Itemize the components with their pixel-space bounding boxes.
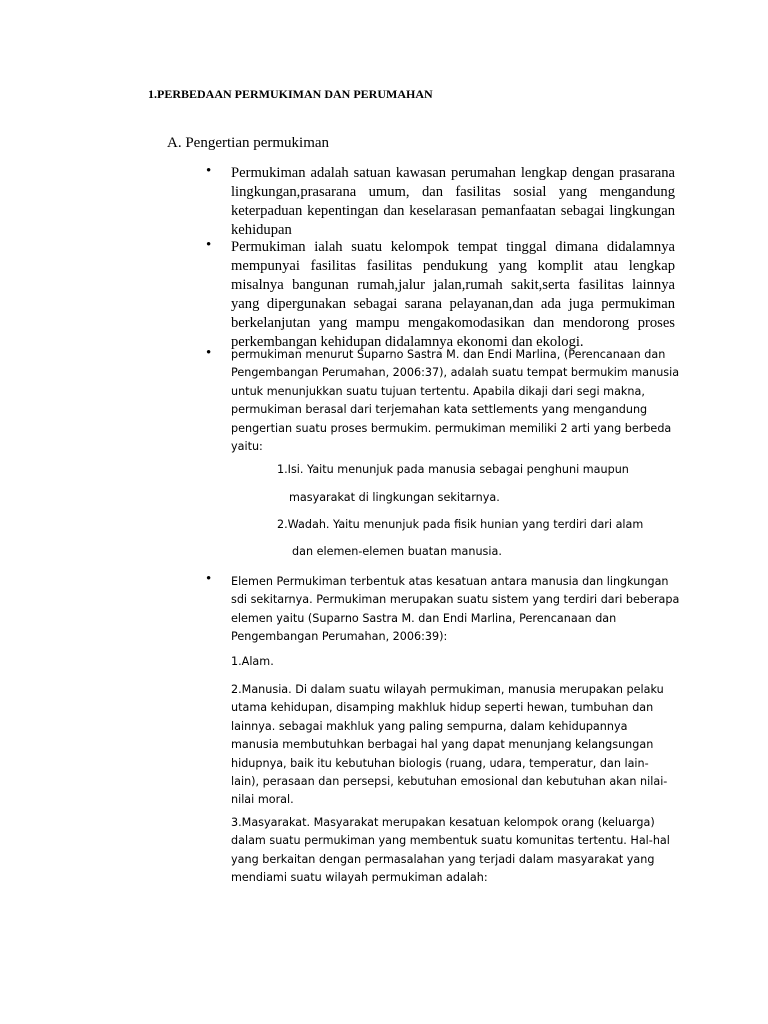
elemen-manusia: 2.Manusia. Di dalam suatu wilayah permukiman, manusia merupakan pelaku utama kehidupan, disamping makhluk hidup seperti hewan, tumbuhan dan lainnya. sebagai makhluk yang paling sempurna, dalam kehidupannya manusia membutuhkan berbagai hal yang dapat menunjang kelangsungan hidupnya, baik itu kebutuhan biologis (ruang, udara, temperatur, dan lain-lain), perasaan dan persepsi, kebutuhan emosional dan kebutuhan akan nilai-nilai moral. xyxy=(231,683,668,807)
arti-isi: 1.Isi. Yaitu menunjuk pada manusia sebagai penghuni maupun xyxy=(277,463,629,476)
bullet-paragraph-2: Permukiman ialah suatu kelompok tempat tinggal dimana didalamnya mempunyai fasilitas fasilitas pendukung yang komplit atau lengkap misalnya bangunan rumah,jalur jalan,rumah sakit,serta fasilitas lainnya yang dipergunakan sebagai sarana pelayanan,dan ada juga permukiman berkelanjutan yang mampu mengakomodasikan dan mendorong proses perkembangan kehidupan didalamnya ekonomi dan ekologi. xyxy=(231,239,675,350)
bullet-marker: • xyxy=(206,571,212,587)
arti-wadah-continued: dan elemen-elemen buatan manusia. xyxy=(292,545,502,558)
bullet-marker: • xyxy=(206,237,212,253)
section-heading-a: A. Pengertian permukiman xyxy=(167,135,330,151)
arti-isi-continued: masyarakat di lingkungan sekitarnya. xyxy=(289,491,500,504)
document-title: 1.PERBEDAAN PERMUKIMAN DAN PERUMAHAN xyxy=(148,87,433,101)
elemen-masyarakat: 3.Masyarakat. Masyarakat merupakan kesatuan kelompok orang (keluarga) dalam suatu permukiman yang membentuk suatu komunitas tertentu. Hal-hal yang berkaitan dengan permasalahan yang terjadi dalam masyarakat yang mendiami suatu wilayah permukiman adalah: xyxy=(231,816,670,885)
bullet-marker: • xyxy=(206,345,212,361)
bullet-paragraph-3: permukiman menurut Suparno Sastra M. dan Endi Marlina, (Perencanaan dan Pengembangan Perumahan, 2006:37), adalah suatu tempat bermukim manusia untuk menunjukkan suatu tujuan tertentu. Apabila dikaji dari segi makna, permukiman berasal dari terjemahan kata settlements yang mengandung pengertian suatu proses bermukim. permukiman memiliki 2 arti yang berbeda yaitu: xyxy=(231,348,680,454)
bullet-paragraph-4: Elemen Permukiman terbentuk atas kesatuan antara manusia dan lingkungan sdi sekitarnya. Permukiman merupakan suatu sistem yang terdiri dari beberapa elemen yaitu (Suparno Sastra M. dan Endi Marlina, Perencanaan dan Pengembangan Perumahan, 2006:39): xyxy=(231,575,680,644)
bullet-marker: • xyxy=(206,163,212,179)
elemen-alam: 1.Alam. xyxy=(231,655,274,668)
arti-wadah: 2.Wadah. Yaitu menunjuk pada fisik hunian yang terdiri dari alam xyxy=(277,518,644,531)
bullet-paragraph-1: Permukiman adalah satuan kawasan perumahan lengkap dengan prasarana lingkungan,prasarana umum, dan fasilitas sosial yang mengandung keterpaduan kepentingan dan keselarasan pemanfaatan sebagai lingkungan kehidupan xyxy=(231,165,675,238)
